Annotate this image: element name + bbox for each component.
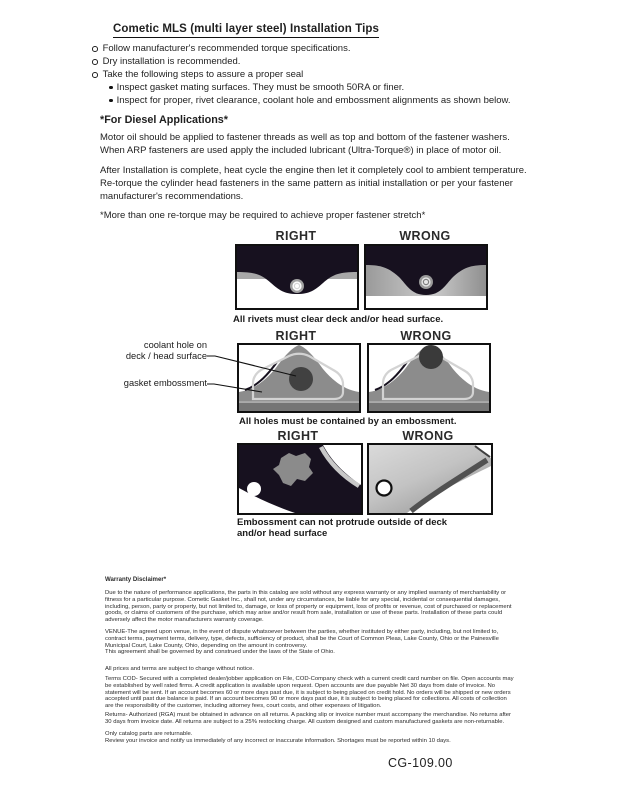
- terms-cod-paragraph: Terms COD- Secured with a completed dealer/jobber application on File, COD-Company check with a current credit card number on file. Open accounts may be established by well rated firms. A credit application is available upon request. Open accounts are due payable Net 30 days from date of invoice. No statement will be sent. If an account becomes 60 or more days past due, it is subject to being placed on credit hold. No orders will be shipped or new orders accepted until past due balance is paid. If an account becomes 90 or more days past due, it is subject to being placed for collections. All costs of collection are the responsibility of the customer, including attorney fees, court costs, and other expenses of litigation.: [105, 676, 514, 710]
- open-bullet-icon: [92, 72, 98, 78]
- returns-paragraph: Returns- Authorized (RGA) must be obtained in advance on all returns. A packing slip or invoice number must accompany the merchandise. No returns after 30 days from invoice date. All returns are subject to a 25% restocking charge. All custom designed and custom manufactured gaskets are non-returnable.: [105, 712, 512, 725]
- list-item: [109, 81, 552, 94]
- list-item: [92, 55, 552, 68]
- diesel-paragraph-1: Motor oil should be applied to fastener threads as well as top and bottom of the fastener washers. When ARP fasteners are used apply the included lubricant (Ultra-Torque®) in place of motor oil.: [100, 132, 510, 156]
- review-invoice-text: Review your invoice and notify us immediately of any incorrect or inaccurate information. Shortages must be reported within 10 days.: [105, 737, 451, 744]
- venue-text: VENUE-The agreed upon venue, in the event of dispute whatsoever between the parties, whether instituted by either party, including, but not limited to, contract terms, payment terms, delivery, type, defects, sufficiency of product, shall be the Court of Common Pleas, Lake County, Ohio or the Painesville Municipal Court, Lake County, Ohio, depending on the amount in controversy.: [105, 629, 499, 649]
- callout-line: deck / head surface: [125, 351, 207, 361]
- row3-caption: [237, 517, 477, 539]
- gasket-embossment-callout: gasket embossment: [123, 378, 207, 388]
- deck-edge-wrong-drawing: [369, 445, 491, 513]
- list-item: [109, 94, 552, 107]
- row2-wrong-label: WRONG: [400, 329, 452, 343]
- row2-caption: All holes must be contained by an embossment.: [239, 416, 457, 427]
- embossment-wrong-diagram: [367, 343, 491, 413]
- row1-caption: All rivets must clear deck and/or head surface.: [233, 314, 444, 325]
- diesel-paragraph-3: *More than one re-torque may be required to achieve proper fastener stretch*: [100, 210, 426, 221]
- embossment-wrong-drawing: [369, 345, 489, 411]
- venue-paragraph: [105, 629, 514, 656]
- tip-text: Take the following steps to assure a proper seal: [102, 69, 304, 80]
- open-bullet-icon: [92, 46, 98, 52]
- deck-edge-wrong-diagram: [367, 443, 493, 515]
- prices-paragraph: All prices and terms are subject to change without notice.: [105, 666, 254, 672]
- only-catalog-text: Only catalog parts are returnable.: [105, 731, 193, 737]
- list-item: [92, 42, 552, 55]
- row3-right-label: RIGHT: [277, 429, 319, 443]
- rivet-wrong-drawing: [366, 246, 486, 308]
- row3-caption-line2: and/or head surface: [237, 528, 328, 539]
- row1-right-label: RIGHT: [275, 229, 317, 243]
- returnable-paragraph: [105, 731, 514, 745]
- rivet-right-drawing: [237, 246, 357, 308]
- coolant-hole-callout: [80, 340, 207, 362]
- tip-text: Dry installation is recommended.: [102, 56, 241, 67]
- warranty-disclaimer-heading: Warranty Disclaimer*: [105, 576, 167, 583]
- page-title: [113, 23, 379, 38]
- filled-bullet-icon: [109, 86, 113, 90]
- tip-text: Inspect gasket mating surfaces. They must be smooth 50RA or finer.: [116, 82, 405, 93]
- callout-leader-lines: [207, 344, 302, 399]
- rivet-right-diagram: [235, 244, 359, 310]
- warranty-paragraph: Due to the nature of performance applications, the parts in this catalog are sold without any express warranty or any implied warranty of merchantability or fitness for a particular purpose. Cometic Gasket Inc., shall not, under any circumstances, be liable for any special, incidental or consequential damages, including, person, party or property, but not limited to, damage, or loss of property or equipment, loss of profits or revenue, cost of purchased or replacement goods, or claims of customers of the purchase, which may arise and/or result from sale, installation or use of these parts. Installation of these parts could adversely affect the motor manufacturers warranty coverage.: [105, 590, 512, 624]
- deck-edge-right-drawing: [239, 445, 361, 513]
- row2-right-label: RIGHT: [275, 329, 317, 343]
- diesel-section-heading: *For Diesel Applications*: [100, 114, 228, 126]
- installation-tips-list: [92, 42, 552, 107]
- row3-caption-line1: Embossment can not protrude outside of deck: [237, 517, 448, 528]
- list-item: [92, 68, 552, 81]
- open-bullet-icon: [92, 59, 98, 65]
- deck-edge-right-diagram: [237, 443, 363, 515]
- row1-wrong-label: WRONG: [399, 229, 451, 243]
- tip-text: Follow manufacturer's recommended torque specifications.: [102, 43, 351, 54]
- page-title-text: Cometic MLS (multi layer steel) Installation Tips: [113, 23, 379, 38]
- governing-law-text: This agreement shall be governed by and construed under the laws of the State of Ohio.: [105, 649, 335, 656]
- filled-bullet-icon: [109, 99, 113, 103]
- rivet-wrong-diagram: [364, 244, 488, 310]
- callout-line: coolant hole on: [143, 340, 207, 350]
- tip-text: Inspect for proper, rivet clearance, coolant hole and embossment alignments as shown below.: [116, 95, 511, 106]
- diesel-paragraph-2: After Installation is complete, heat cycle the engine then let it completely cool to ambient temperature. Re-torque the cylinder head fasteners in the same pattern as initial installation or per your fastener manufacturer's recommendations.: [100, 165, 527, 202]
- page-code: CG-109.00: [388, 756, 453, 770]
- row3-wrong-label: WRONG: [402, 429, 454, 443]
